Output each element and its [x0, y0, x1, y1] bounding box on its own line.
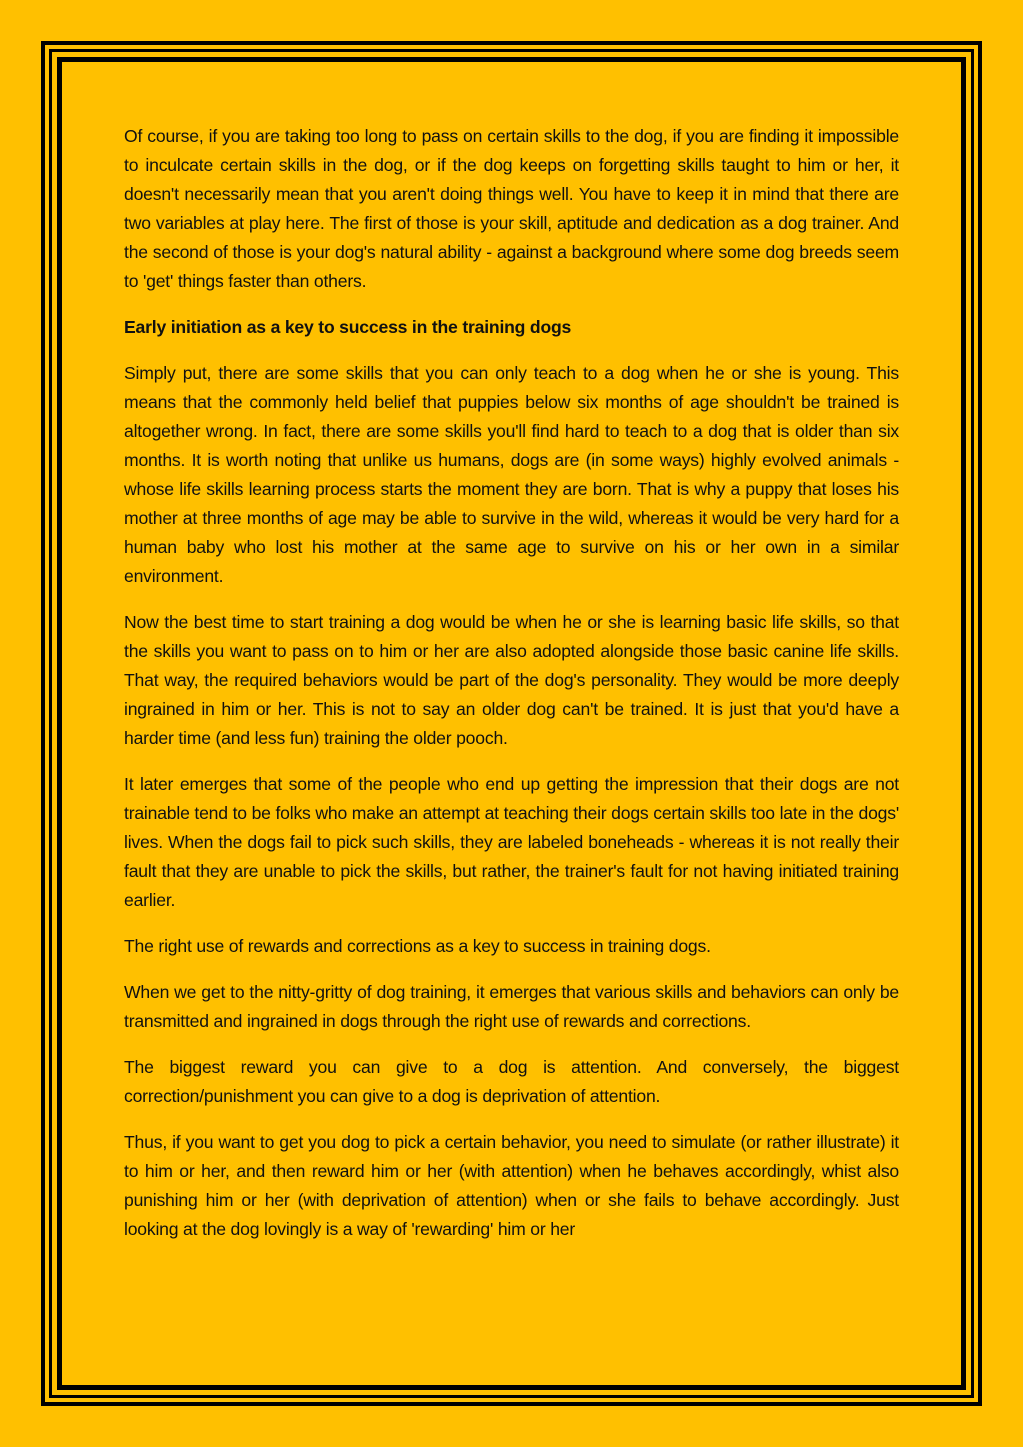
body-paragraph: When we get to the nitty-gritty of dog training, it emerges that various skills and behaviors can only be transmitted and ingrained in dogs through the right use of rewards and corrections.	[124, 982, 899, 1031]
section-heading: Early initiation as a key to success in the training dogs	[124, 317, 572, 337]
document-body	[124, 122, 899, 1244]
body-paragraph: It later emerges that some of the people who end up getting the impression that their dogs are not trainable tend to be folks who make an attempt at teaching their dogs certain skills too late in the dogs' lives. When the dogs fail to pick such skills, they are labeled boneheads - whereas it is not really their fault that they are unable to pick the skills, but rather, the trainer's fault for not having initiated training earlier.	[124, 774, 899, 910]
body-paragraph: Simply put, there are some skills that you can only teach to a dog when he or she is young. This means that the commonly held belief that puppies below six months of age shouldn't be trained is altogether wrong. In fact, there are some skills you'll find hard to teach to a dog that is older than six months. It is worth noting that unlike us humans, dogs are (in some ways) highly evolved animals - whose life skills learning process starts the moment they are born. That is why a puppy that loses his mother at three months of age may be able to survive in the wild, whereas it would be very hard for a human baby who lost his mother at the same age to survive on his or her own in a similar environment.	[124, 363, 899, 586]
section-subheading: The right use of rewards and corrections as a key to success in training dogs.	[124, 936, 711, 956]
body-paragraph: Now the best time to start training a dog would be when he or she is learning basic life skills, so that the skills you want to pass on to him or her are also adopted alongside those basic canine life skills. That way, the required behaviors would be part of the dog's personality. They would be more deeply ingrained in him or her. This is not to say an older dog can't be trained. It is just that you'd have a harder time (and less fun) training the older pooch.	[124, 612, 899, 748]
body-paragraph: The biggest reward you can give to a dog is attention. And conversely, the biggest correction/punishment you can give to a dog is deprivation of attention.	[124, 1057, 899, 1106]
body-paragraph: Of course, if you are taking too long to pass on certain skills to the dog, if you are finding it impossible to inculcate certain skills in the dog, or if the dog keeps on forgetting skills taught to him or her, it doesn't necessarily mean that you aren't doing things well. You have to keep it in mind that there are two variables at play here. The first of those is your skill, aptitude and dedication as a dog trainer. And the second of those is your dog's natural ability - against a background where some dog breeds seem to 'get' things faster than others.	[124, 126, 899, 291]
body-paragraph: Thus, if you want to get you dog to pick a certain behavior, you need to simulate (or rather illustrate) it to him or her, and then reward him or her (with attention) when he behaves accordingly, whist also punishing him or her (with deprivation of attention) when or she fails to behave accordingly. Just looking at the dog lovingly is a way of 'rewarding' him or her	[124, 1132, 899, 1239]
